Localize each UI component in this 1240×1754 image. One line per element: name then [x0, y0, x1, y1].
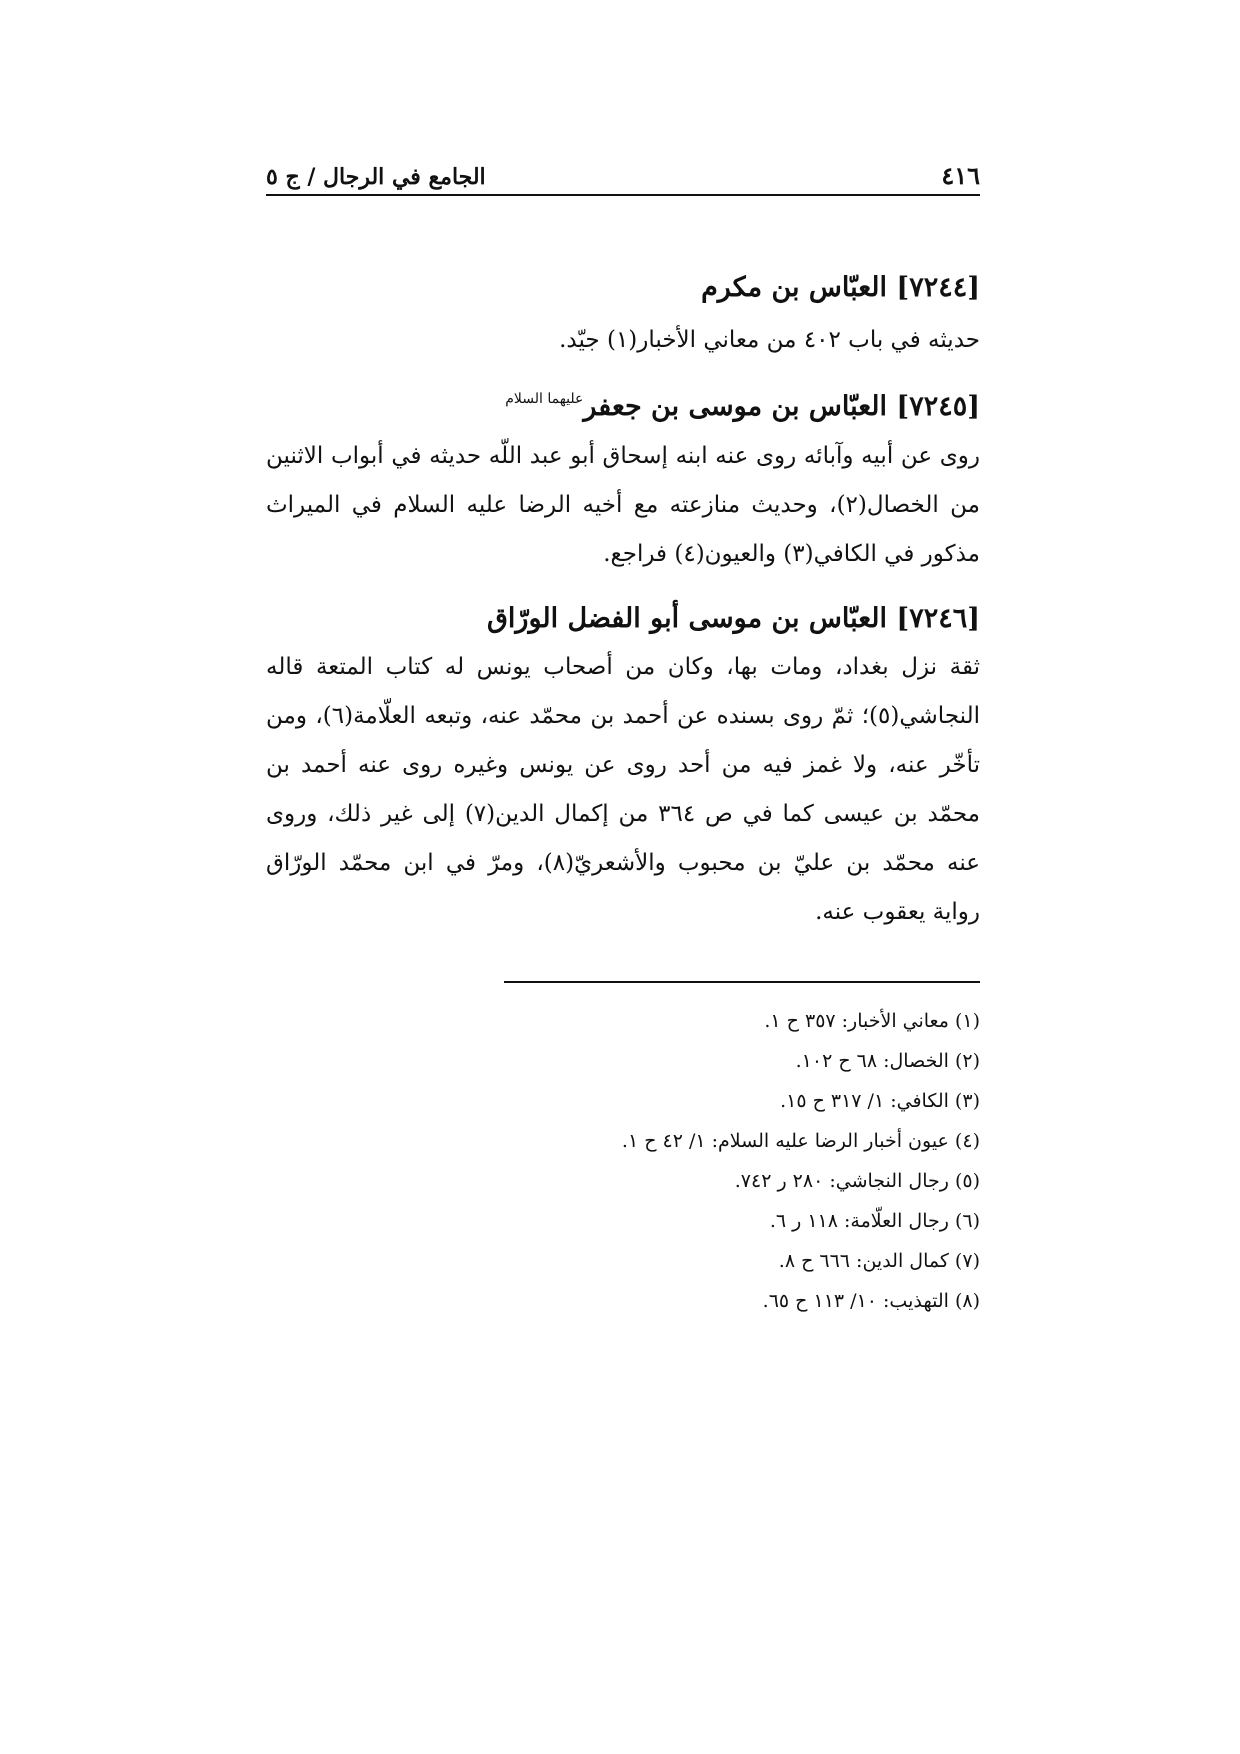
entry-body: روى عن أبيه وآبائه روى عنه ابنه إسحاق أبو عبد اللّه حديثه في أبواب الاثنين من الخصال(٢)، وحديث منازعته مع أخيه الرضا عليه السلام في الميراث مذكور في الكافي(٣) والعيون(٤) فراجع.	[266, 442, 980, 567]
entry-heading-text: [٧٢٤٥] العبّاس بن موسى بن جعفر	[583, 391, 980, 423]
footnote-item: (٢) الخصال: ٦٨ ح ١٠٢.	[795, 1050, 980, 1073]
footnote-item: (٦) رجال العلّامة: ١١٨ ر ٦.	[769, 1210, 980, 1233]
entry-heading	[266, 272, 980, 304]
entry-heading-text: [٧٢٤٦] العبّاس بن موسى أبو الفضل الورّاق	[486, 602, 980, 634]
entry-7245	[266, 391, 980, 578]
entry-7246	[266, 603, 980, 937]
entry-7244	[266, 272, 980, 365]
footnote-item: (٨) التهذيب: ١٠/ ١١٣ ح ٦٥.	[762, 1290, 980, 1313]
page-header	[266, 150, 980, 196]
footnote-item: (٣) الكافي: ١/ ٣١٧ ح ١٥.	[780, 1090, 980, 1113]
entry-heading	[266, 391, 980, 423]
page-number: ٤١٦	[941, 161, 980, 190]
entry-heading	[266, 603, 980, 635]
footnote-item: (١) معاني الأخبار: ٣٥٧ ح ١.	[764, 1010, 980, 1033]
running-title: الجامع في الرجال / ج ٥	[266, 164, 486, 190]
footnote-item: (٥) رجال النجاشي: ٢٨٠ ر ٧٤٢.	[734, 1170, 980, 1193]
footnote-item: (٧) كمال الدين: ٦٦٦ ح ٨.	[778, 1250, 980, 1273]
document-page	[266, 150, 980, 1600]
footnotes-list	[266, 1001, 980, 1321]
honorific-mark: عليهما السلام	[505, 391, 584, 408]
entry-heading-text: [٧٢٤٤] العبّاس بن مكرم	[701, 272, 980, 303]
footnote-separator	[504, 981, 980, 983]
entry-body: ثقة نزل بغداد، ومات بها، وكان من أصحاب يونس له كتاب المتعة قاله النجاشي(٥)؛ ثمّ روى بسنده عن أحمد بن محمّد عنه، وتبعه العلّامة(٦)، ومن تأخّر عنه، ولا غمز فيه من أحد روى عن يونس وغيره روى عنه أحمد بن محمّد بن عيسى كما في ص ٣٦٤ من إكمال الدين(٧) إلى غير ذلك، وروى عنه محمّد بن عليّ بن محبوب والأشعريّ(٨)، ومرّ في ابن محمّد الورّاق رواية يعقوب عنه.	[266, 654, 981, 926]
entry-body: حديثه في باب ٤٠٢ من معاني الأخبار(١) جيّد.	[559, 327, 980, 354]
footnote-item: (٤) عيون أخبار الرضا عليه السلام: ١/ ٤٢ ح ١.	[621, 1130, 980, 1153]
